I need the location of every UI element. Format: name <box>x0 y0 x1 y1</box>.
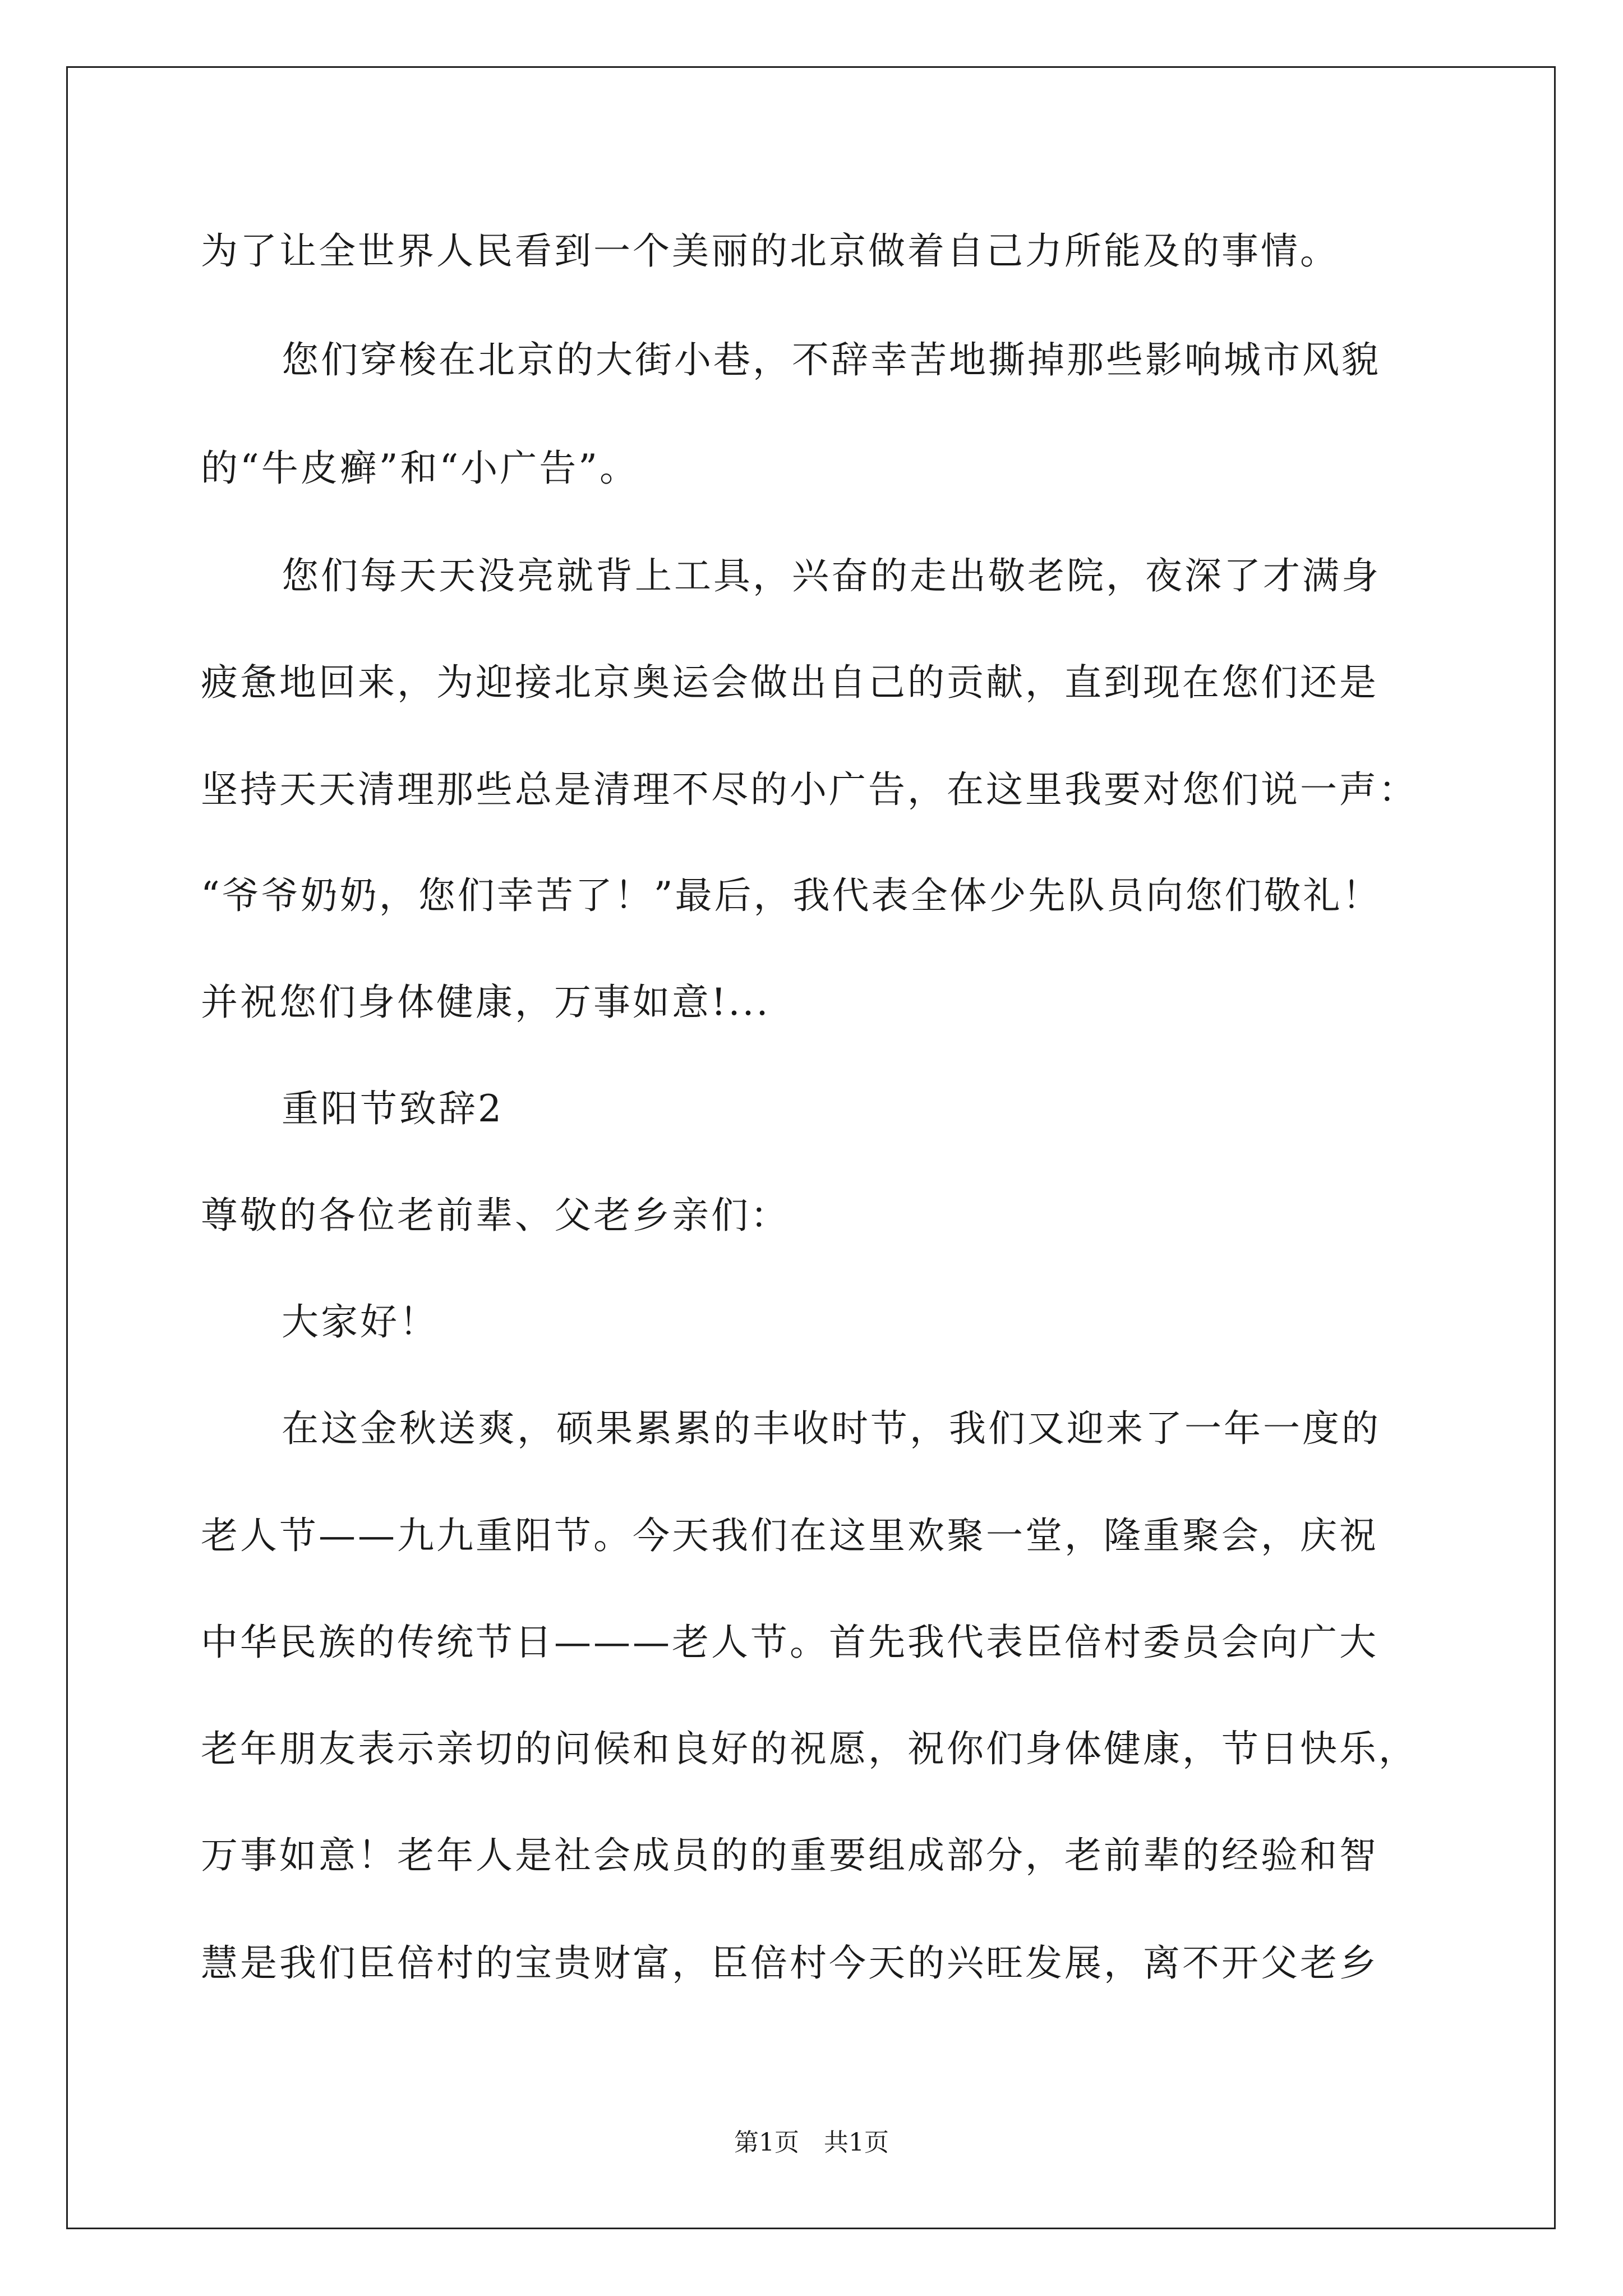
page-footer: 第1页 共1页 <box>734 2128 889 2157</box>
greeting-line: 大家好！ <box>282 1300 439 1343</box>
text-line: 为了让全世界人民看到一个美丽的北京做着自己力所能及的事情。 <box>201 229 1339 273</box>
paragraph-start-line: 在这金秋送爽，硕果累累的丰收时节，我们又迎来了一年一度的 <box>282 1407 1381 1450</box>
text-line: 的“牛皮癣”和“小广告”。 <box>201 447 639 490</box>
section-heading: 重阳节致辞2 <box>282 1087 504 1130</box>
text-line: “爷爷奶奶，您们幸苦了！”最后，我代表全体少先队员向您们敬礼！ <box>201 874 1382 917</box>
paragraph-start-line: 您们每天天没亮就背上工具，兴奋的走出敬老院，夜深了才满身 <box>282 554 1381 597</box>
text-line: 并祝您们身体健康，万事如意!... <box>201 981 771 1024</box>
text-line: 慧是我们臣倍村的宝贵财富，臣倍村今天的兴旺发展，离不开父老乡 <box>201 1941 1378 1985</box>
text-line: 老人节——九九重阳节。今天我们在这里欢聚一堂，隆重聚会，庆祝 <box>201 1514 1378 1557</box>
page-border <box>66 66 1556 2229</box>
text-line: 老年朋友表示亲切的问候和良好的祝愿，祝你们身体健康，节日快乐， <box>201 1727 1418 1770</box>
paragraph-start-line: 您们穿梭在北京的大街小巷，不辞幸苦地撕掉那些影响城市风貌 <box>282 338 1381 381</box>
text-line: 坚持天天清理那些总是清理不尽的小广告，在这里我要对您们说一声： <box>201 768 1418 811</box>
text-line: 万事如意！老年人是社会成员的的重要组成部分，老前辈的经验和智 <box>201 1834 1378 1877</box>
salutation-line: 尊敬的各位老前辈、父老乡亲们： <box>201 1194 790 1237</box>
text-line: 中华民族的传统节日———老人节。首先我代表臣倍村委员会向广大 <box>201 1621 1378 1664</box>
text-line: 疲惫地回来，为迎接北京奥运会做出自己的贡献，直到现在您们还是 <box>201 661 1378 704</box>
